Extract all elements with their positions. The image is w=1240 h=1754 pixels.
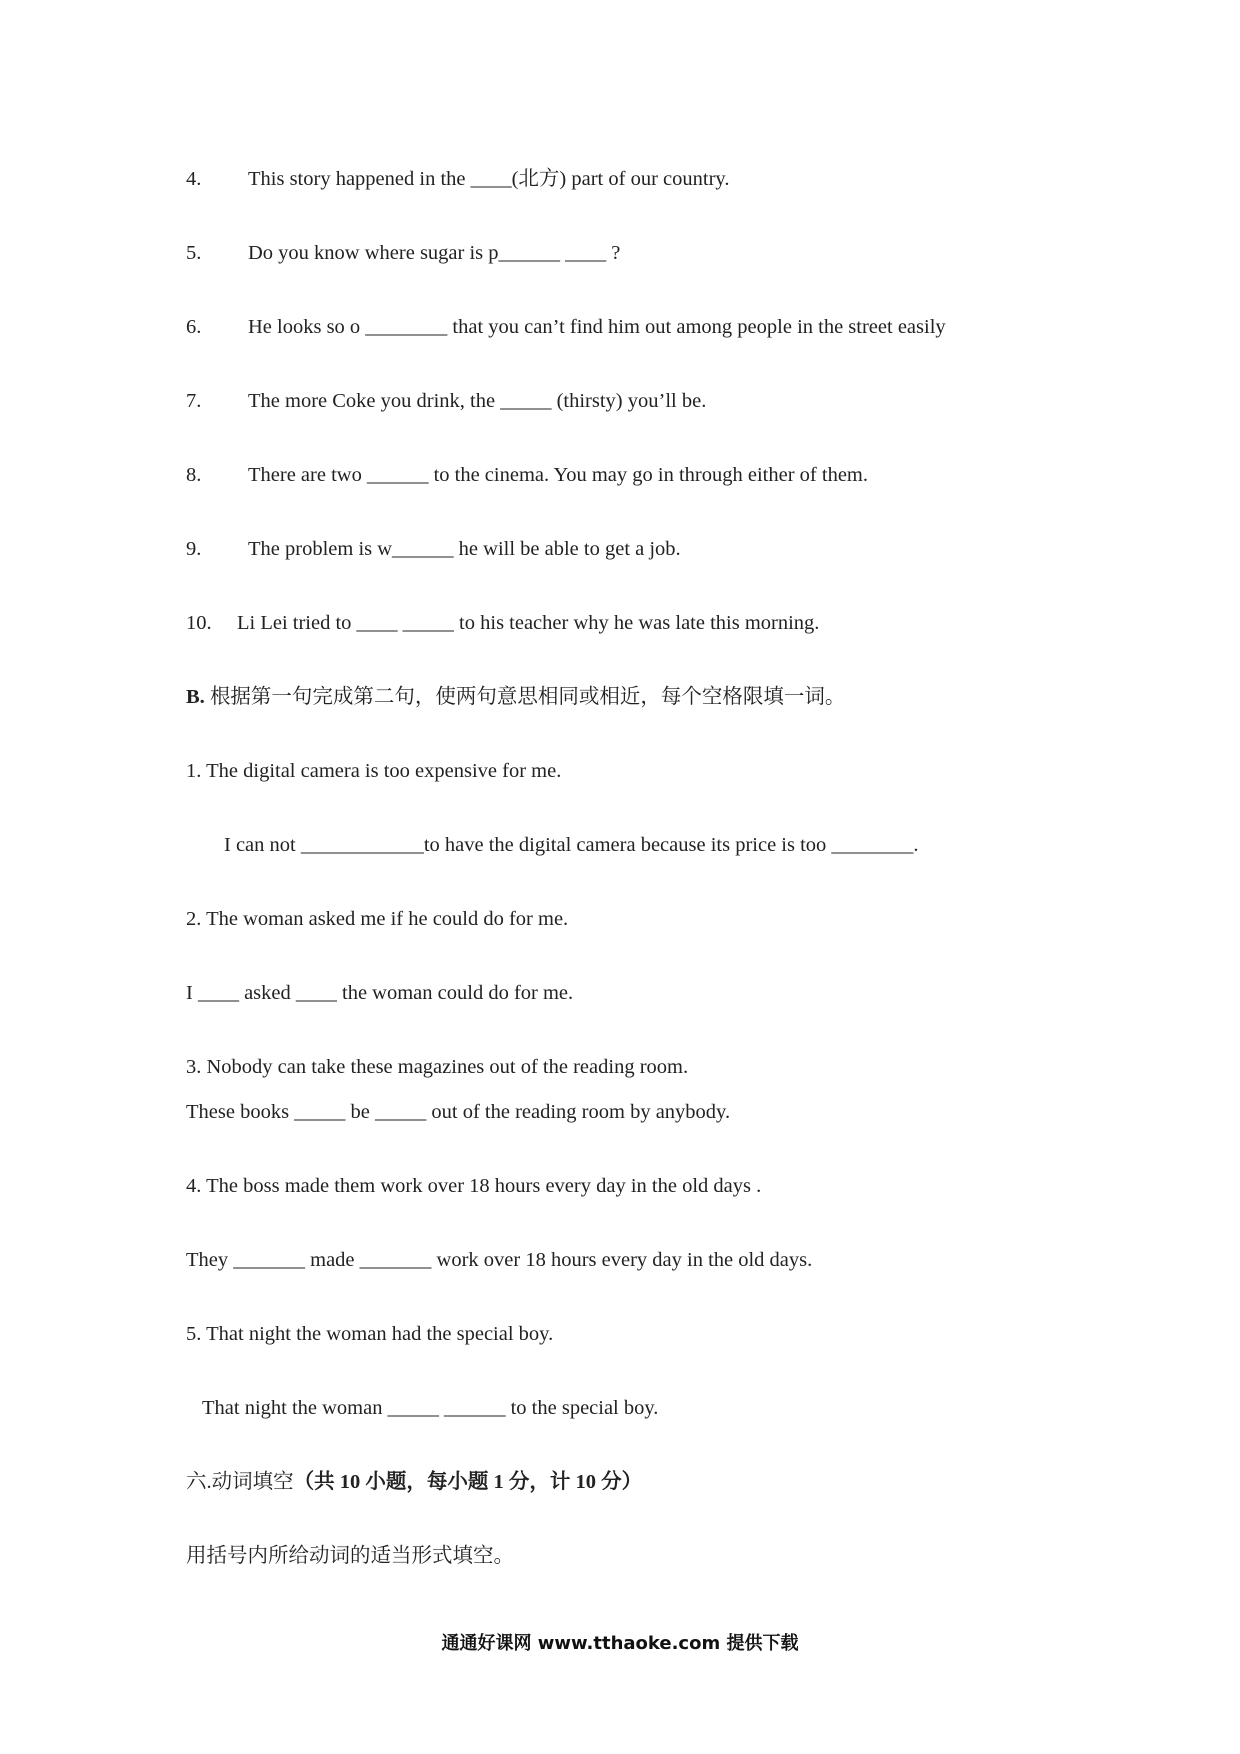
question-number: 10. xyxy=(186,612,212,634)
rewrite-question: 2. The woman asked me if he could do for me. xyxy=(186,908,569,930)
question-item xyxy=(186,166,729,192)
section-b-label: B. xyxy=(186,686,205,708)
question-number: 4. xyxy=(186,168,202,190)
rewrite-question: 5. That night the woman had the special boy. xyxy=(186,1323,554,1345)
rewrite-answer: I ____ asked ____ the woman could do for me. xyxy=(186,982,574,1004)
section-b-instruction: 根据第一句完成第二句，使两句意思相同或相近，每个空格限填一词。 xyxy=(204,686,846,708)
question-number: 6. xyxy=(186,316,202,338)
question-item xyxy=(186,610,819,636)
section-six-title xyxy=(186,1469,642,1495)
section-six-instruction: 用括号内所给动词的适当形式填空。 xyxy=(186,1545,514,1567)
question-text: He looks so o ________ that you can’t find him out among people in the street easily xyxy=(248,316,946,338)
question-number: 8. xyxy=(186,464,202,486)
question-text: The problem is w______ he will be able to get a job. xyxy=(248,538,681,560)
question-item xyxy=(186,388,706,414)
question-number: 9. xyxy=(186,538,202,560)
question-item xyxy=(186,240,620,266)
question-text: The more Coke you drink, the _____ (thirsty) you’ll be. xyxy=(248,390,707,412)
question-number: 7. xyxy=(186,390,202,412)
rewrite-answer: I can not ____________to have the digital camera because its price is too ________. xyxy=(224,834,919,856)
question-text: This story happened in the ____(北方) part of our country. xyxy=(248,168,730,190)
question-number: 5. xyxy=(186,242,202,264)
rewrite-question: 3. Nobody can take these magazines out of the reading room. xyxy=(186,1056,689,1078)
question-item xyxy=(186,536,681,562)
section-six-title-prefix: 六.动词填空 xyxy=(186,1471,294,1493)
question-text: Li Lei tried to ____ _____ to his teacher why he was late this morning. xyxy=(237,612,820,634)
question-text: Do you know where sugar is p______ ____ ? xyxy=(248,242,621,264)
question-item xyxy=(186,462,868,488)
rewrite-answer: They _______ made _______ work over 18 hours every day in the old days. xyxy=(186,1249,813,1271)
section-b-heading xyxy=(186,684,845,710)
rewrite-answer: That night the woman _____ ______ to the special boy. xyxy=(202,1397,659,1419)
rewrite-question: 4. The boss made them work over 18 hours every day in the old days . xyxy=(186,1175,762,1197)
question-text: There are two ______ to the cinema. You may go in through either of them. xyxy=(248,464,868,486)
question-item xyxy=(186,314,946,340)
page-footer: 通通好课网 www.tthaoke.com 提供下载 xyxy=(441,1633,799,1654)
rewrite-question: 1. The digital camera is too expensive for me. xyxy=(186,760,562,782)
rewrite-answer: These books _____ be _____ out of the reading room by anybody. xyxy=(186,1101,731,1123)
section-six-title-score: （共 10 小题，每小题 1 分，计 10 分） xyxy=(293,1471,643,1493)
